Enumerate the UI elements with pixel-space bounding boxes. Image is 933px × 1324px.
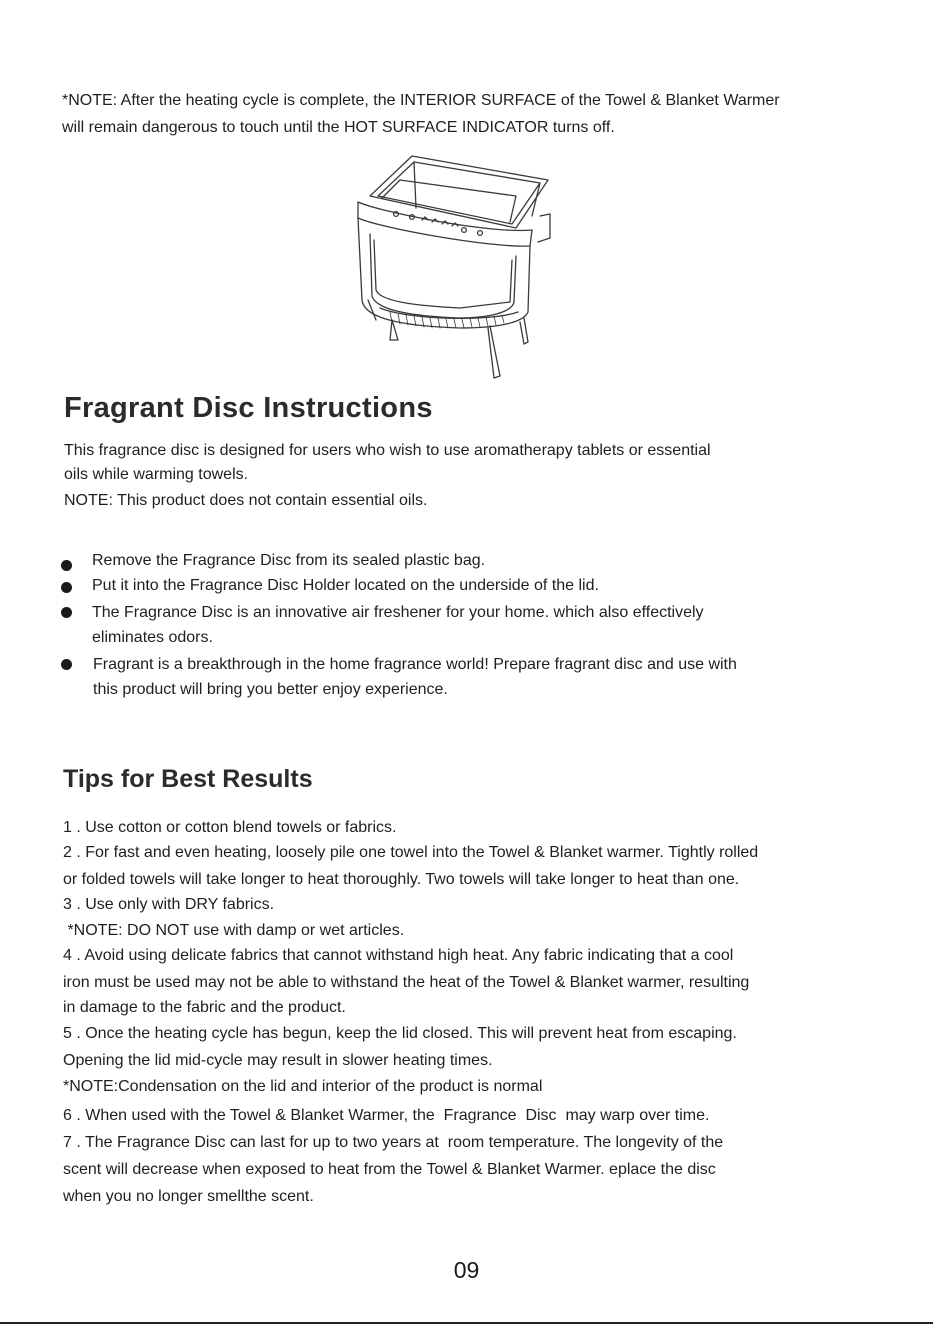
tips-heading: Tips for Best Results xyxy=(63,765,313,793)
bullet-2-text: Put it into the Fragrance Disc Holder located on the underside of the lid. xyxy=(92,577,599,594)
bullet-dot xyxy=(61,582,72,593)
bullet-dot xyxy=(61,659,72,670)
tip-line: or folded towels will take longer to heat thoroughly. Two towels will take longer to heat than one. xyxy=(63,871,740,888)
tip-line: scent will decrease when exposed to heat from the Towel & Blanket Warmer. eplace the disc xyxy=(63,1161,716,1178)
top-note-line-2: will remain dangerous to touch until the HOT SURFACE INDICATOR turns off. xyxy=(62,119,615,136)
tip-line: iron must be used may not be able to withstand the heat of the Towel & Blanket warmer, resulting xyxy=(63,974,750,991)
bullet-4-text-line-2: this product will bring you better enjoy experience. xyxy=(93,681,448,698)
bullet-dot xyxy=(61,560,72,571)
page-number: 09 xyxy=(453,1257,480,1283)
bullet-3-text-line-2: eliminates odors. xyxy=(92,629,213,646)
tip-line: 4 . Avoid using delicate fabrics that cannot withstand high heat. Any fabric indicating that a cool xyxy=(63,947,734,964)
tip-line: in damage to the fabric and the product. xyxy=(63,999,346,1016)
tip-note-line: *NOTE:Condensation on the lid and interior of the product is normal xyxy=(63,1078,543,1095)
bullet-1-text: Remove the Fragrance Disc from its sealed plastic bag. xyxy=(92,552,486,569)
fragrant-disc-heading: Fragrant Disc Instructions xyxy=(64,392,433,424)
tip-line: 2 . For fast and even heating, loosely pile one towel into the Towel & Blanket warmer. Tightly rolled xyxy=(63,844,759,861)
tip-line: when you no longer smellthe scent. xyxy=(63,1188,314,1205)
tip-line: 3 . Use only with DRY fabrics. xyxy=(63,896,275,913)
towel-warmer-illustration xyxy=(340,150,560,382)
fragrant-intro-line-2: oils while warming towels. xyxy=(64,466,249,483)
tip-line: Opening the lid mid-cycle may result in slower heating times. xyxy=(63,1052,493,1069)
top-note-line-1: *NOTE: After the heating cycle is complete, the INTERIOR SURFACE of the Towel & Blanket Warmer xyxy=(62,92,780,109)
fragrant-intro-line-1: This fragrance disc is designed for users who wish to use aromatherapy tablets or essential xyxy=(64,442,711,459)
fragrant-intro-note: NOTE: This product does not contain essential oils. xyxy=(64,492,428,509)
bullet-dot xyxy=(61,607,72,618)
bullet-4-text-line-1: Fragrant is a breakthrough in the home fragrance world! Prepare fragrant disc and use with xyxy=(93,656,737,673)
tip-line: 6 . When used with the Towel & Blanket Warmer, the Fragrance Disc may warp over time. xyxy=(63,1107,710,1124)
tip-line: 7 . The Fragrance Disc can last for up to two years at room temperature. The longevity of the xyxy=(63,1134,724,1151)
tip-line: 1 . Use cotton or cotton blend towels or fabrics. xyxy=(63,819,397,836)
bullet-3-text-line-1: The Fragrance Disc is an innovative air freshener for your home. which also effectively xyxy=(92,604,704,621)
tip-line: 5 . Once the heating cycle has begun, keep the lid closed. This will prevent heat from escaping. xyxy=(63,1025,737,1042)
tip-note-line: *NOTE: DO NOT use with damp or wet articles. xyxy=(63,922,405,939)
